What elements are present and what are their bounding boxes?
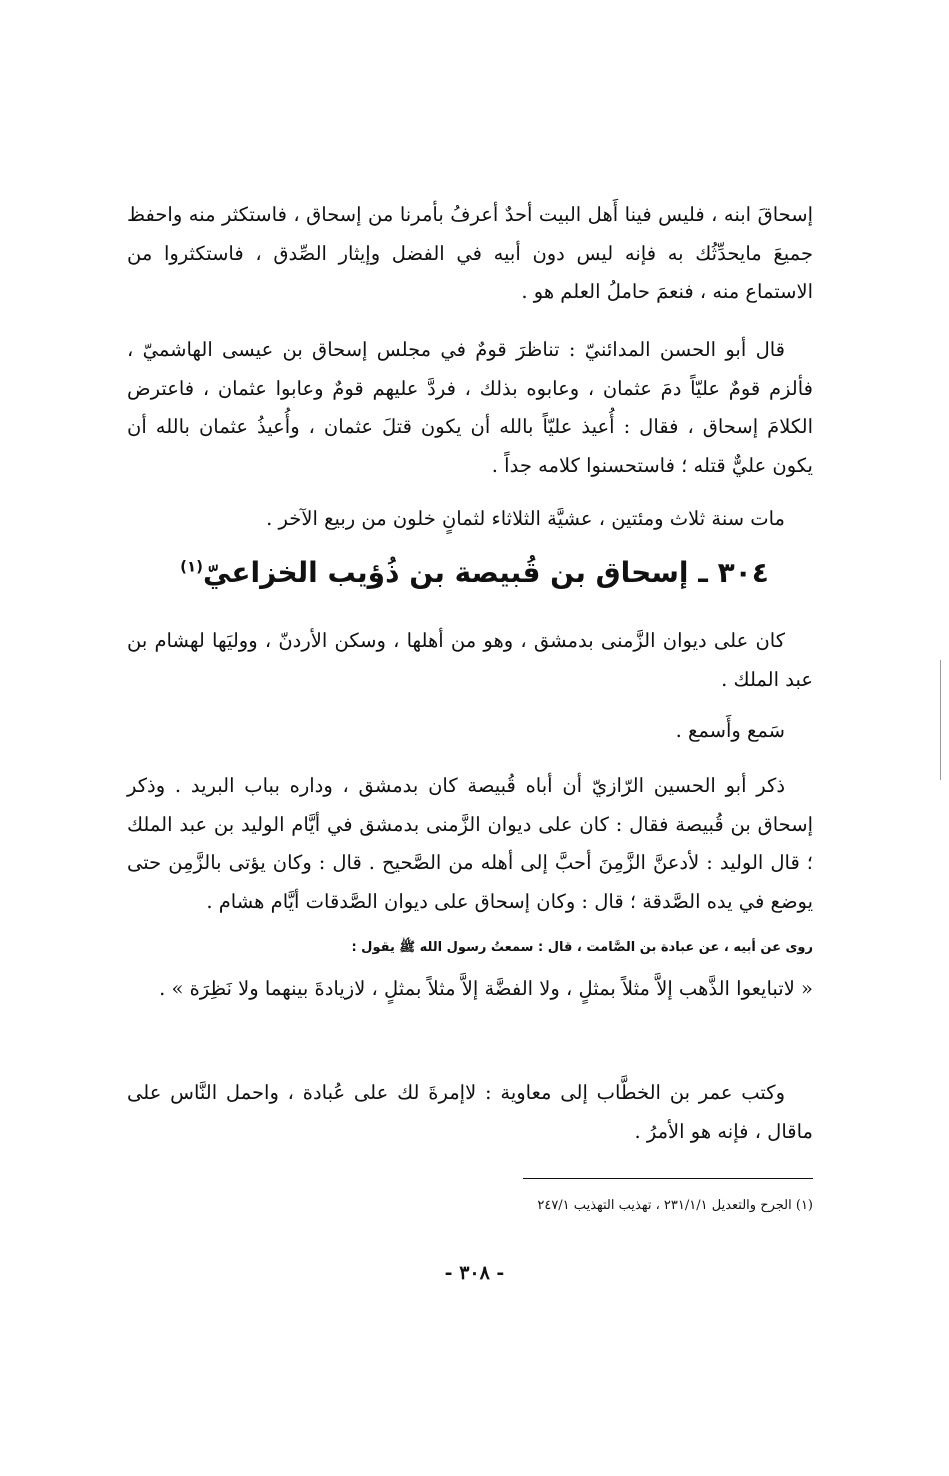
hadith-text: « لاتبايعوا الذَّهب إلاَّ مثلاً بمثلٍ ، ولا الفضَّة إلاَّ مثلاً بمثلٍ ، لازيادةَ بينهما ولا نَظِرَة » . bbox=[159, 977, 813, 1000]
hadith-chain: روى عن أبيه ، عن عبادة بن الصَّامت ، قال : سمعتُ رسول الله ﷺ يقول : bbox=[351, 940, 813, 955]
paragraph-umar-letter: وكتب عمر بن الخطَّاب إلى معاوية : لاإمرةَ لك على عُبادة ، واحمل النَّاس على ماقال ، فإنه هو الأمرُ . bbox=[127, 1081, 813, 1143]
paragraph-heard-narrated: سَمع وأَسمع . bbox=[675, 719, 785, 742]
paragraph-razi-report: ذكر أبو الحسين الرّازيّ أن أباه قُبيصة كان بدمشق ، وداره بباب البريد . وذكر إسحاق بن قُبيصة فقال : كان على ديوان الزَّمنى بدمشق في أيَّام الوليد بن عبد الملك ؛ قال الوليد : لأدعنَّ الزَّمِنَ أحبَّ إلى أهله من الصَّحيح . قال : وكان يؤتى بالزَّمِن حتى يوضع في يده الصَّدقة ؛ قال : وكان إسحاق على ديوان الصَّدقات أيَّام هشام . bbox=[127, 774, 813, 913]
scan-edge-line bbox=[940, 660, 941, 780]
paragraph-continuation: إسحاقَ ابنه ، فليس فينا أَهل البيت أحدٌ أعرفُ بأمرنا من إسحاق ، فاستكثر منه واحفظ جميعَ مايحدِّثُك به فإنه ليس دون أبيه في الفضل وإيثار الصِّدق ، فاستكثروا من الاستماع منه ، فنعمَ حاملُ العلم هو . bbox=[127, 203, 813, 303]
page-number: - ٣٠٨ - bbox=[444, 1262, 505, 1284]
paragraph-death-date: مات سنة ثلاث ومئتين ، عشيَّة الثلاثاء لثمانٍ خلون من ربيع الآخر . bbox=[266, 507, 785, 530]
footnote: (١) الجرح والتعديل ٢٣١/١/١ ، تهذيب التهذيب ٢٤٧/١ bbox=[537, 1198, 813, 1213]
footnote-reference: (١) bbox=[180, 557, 204, 576]
entry-heading bbox=[0, 548, 949, 598]
paragraph-office: كان على ديوان الزَّمنى بدمشق ، وهو من أهلها ، وسكن الأردنّ ، ووليَها لهشام بن عبد الملك . bbox=[127, 629, 813, 691]
footnote-divider bbox=[523, 1178, 813, 1179]
entry-heading-title: ٣٠٤ ـ إسحاق بن قُبيصة بن ذُؤيب الخزاعيّ bbox=[203, 556, 769, 589]
paragraph-madaini-anecdote: قال أبو الحسن المدائنيّ : تناظرَ قومٌ في مجلس إسحاق بن عيسى الهاشميّ ، فألزم قومٌ عليّاً دمَ عثمان ، وعابوه بذلك ، فردَّ عليهم قومٌ وعابوا عثمان ، فاعترض الكلامَ إسحاق ، فقال : أُعيذ عليّاً بالله أن يكون قتلَ عثمان ، وأُعيذُ عثمان بالله أن يكون عليٌّ قتله ؛ فاستحسنوا كلامه جداً . bbox=[127, 338, 813, 477]
